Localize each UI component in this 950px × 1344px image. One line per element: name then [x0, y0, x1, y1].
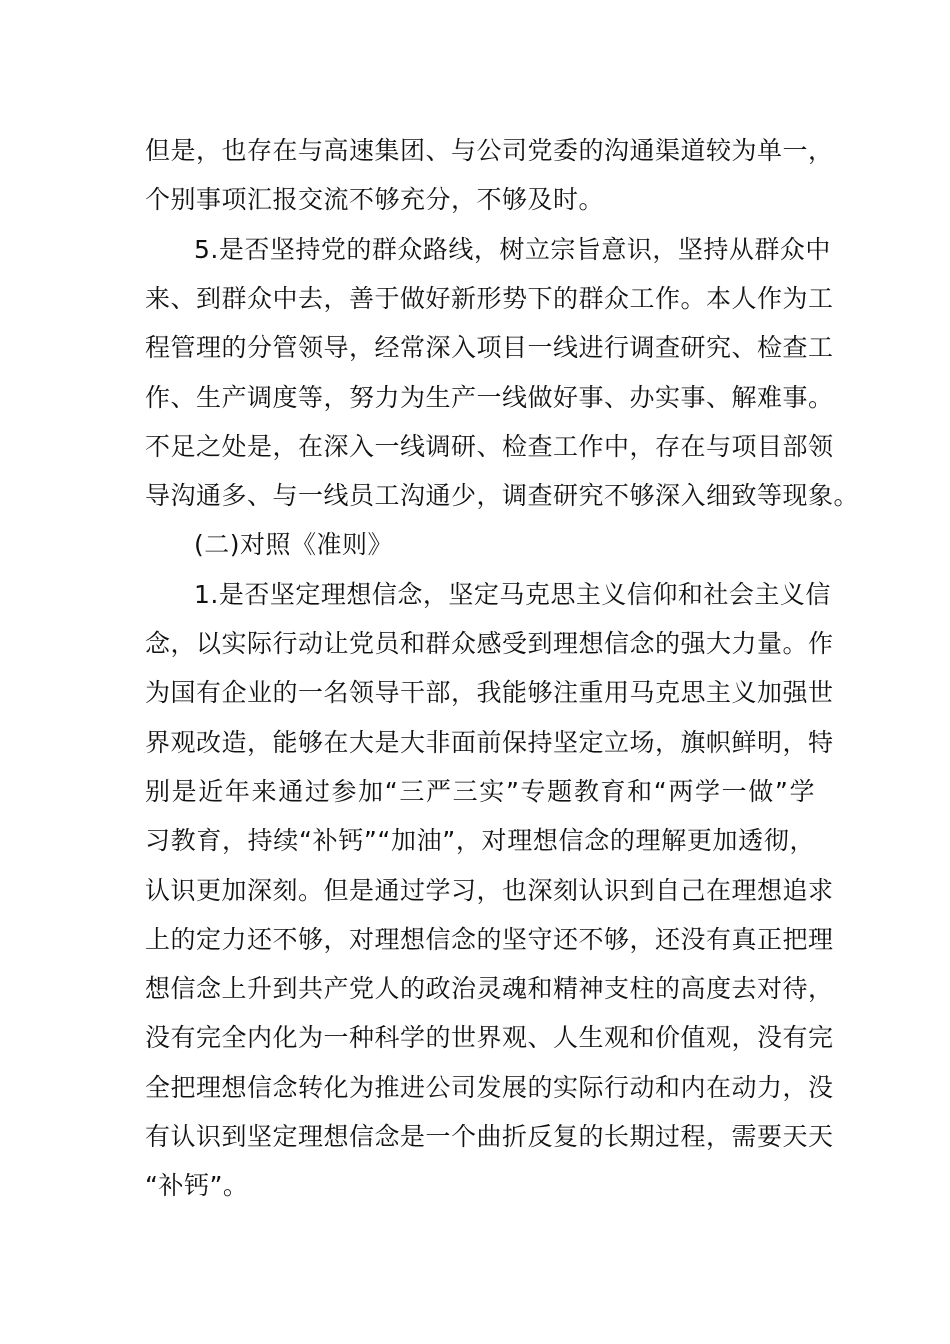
text-line: 5.是否坚持党的群众路线，树立宗旨意识，坚持从群众中: [194, 234, 831, 264]
text-line: 别是近年来通过参加“三严三实”专题教育和“两学一做”学: [145, 776, 815, 806]
text-line: 习教育，持续“补钙”“加油”，对理想信念的理解更加透彻，: [145, 826, 815, 856]
text-line: 程管理的分管领导，经常深入项目一线进行调查研究、检查工: [145, 333, 834, 363]
text-line: (二)对照《准则》: [194, 530, 394, 560]
text-line: 全把理想信念转化为推进公司发展的实际行动和内在动力，没: [145, 1072, 834, 1102]
text-line: 有认识到坚定理想信念是一个曲折反复的长期过程，需要天天: [145, 1122, 834, 1151]
text-line: 想信念上升到共产党人的政治灵魂和精神支柱的高度去对待，: [145, 974, 834, 1004]
text-line: 为国有企业的一名领导干部，我能够注重用马克思主义加强世: [145, 678, 834, 708]
text-line: 认识更加深刻。但是通过学习，也深刻认识到自己在理想追求: [145, 875, 834, 905]
text-line: 没有完全内化为一种科学的世界观、人生观和价值观，没有完: [145, 1023, 834, 1053]
text-line: 作、生产调度等，努力为生产一线做好事、办实事、解难事。: [145, 382, 834, 412]
text-line: 上的定力还不够，对理想信念的坚守还不够，还没有真正把理: [145, 924, 834, 954]
text-line: 念，以实际行动让党员和群众感受到理想信念的强大力量。作: [145, 629, 834, 658]
text-line: 1.是否坚定理想信念，坚定马克思主义信仰和社会主义信: [194, 579, 831, 609]
text-line: 来、到群众中去，善于做好新形势下的群众工作。本人作为工: [145, 283, 834, 313]
text-line: 不足之处是，在深入一线调研、检查工作中，存在与项目部领: [145, 431, 834, 461]
text-line: 界观改造，能够在大是大非面前保持坚定立场，旗帜鲜明，特: [145, 727, 834, 757]
text-line: 但是，也存在与高速集团、与公司党委的沟通渠道较为单一，: [145, 136, 834, 165]
text-line: “补钙”。: [145, 1171, 249, 1201]
text-line: 导沟通多、与一线员工沟通少，调查研究不够深入细致等现象。: [145, 481, 860, 511]
text-line: 个别事项汇报交流不够充分，不够及时。: [145, 185, 605, 215]
